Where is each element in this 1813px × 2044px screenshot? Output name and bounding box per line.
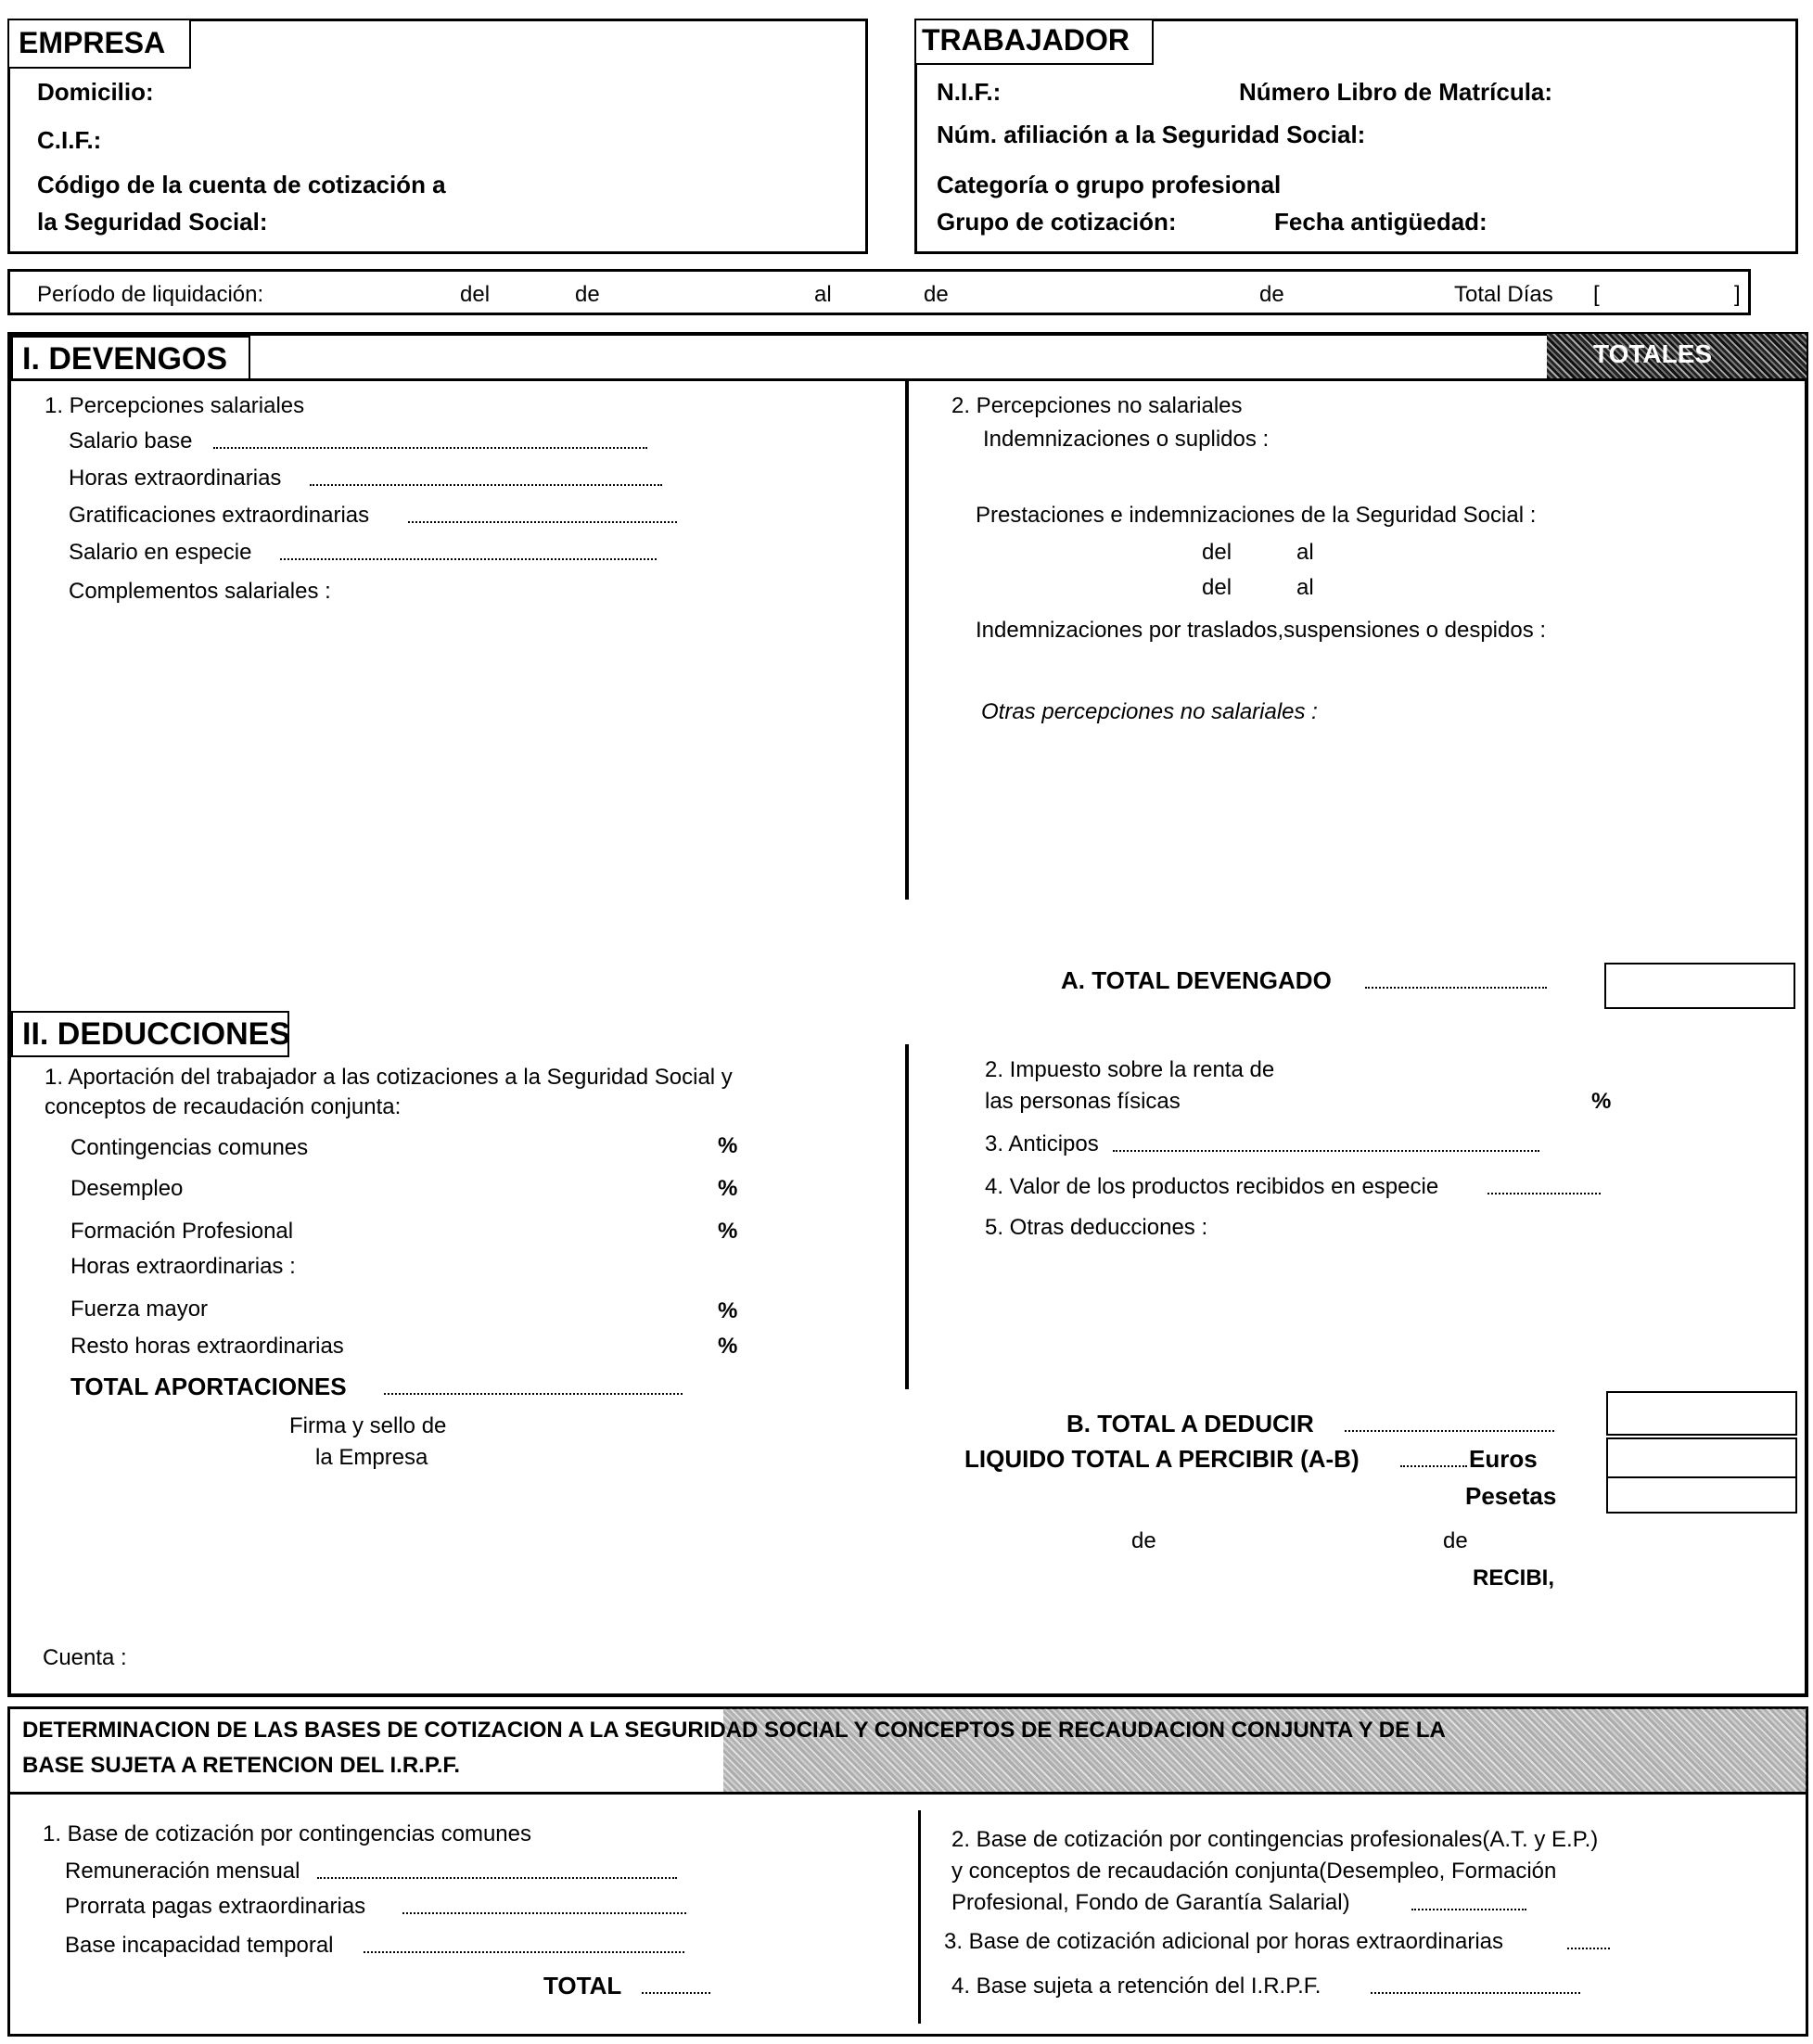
otras-percepciones-label: Otras percepciones no salariales : xyxy=(981,699,1318,724)
firma-sello-line-1: Firma y sello de xyxy=(289,1413,447,1438)
pesetas-label: Pesetas xyxy=(1465,1482,1557,1510)
desempleo-label: Desempleo xyxy=(70,1176,184,1201)
total-devengado-value-box[interactable] xyxy=(1604,963,1795,1009)
salario-especie-label: Salario en especie xyxy=(69,540,252,565)
gratificaciones-leader xyxy=(408,521,677,523)
recibi-label: RECIBI, xyxy=(1473,1565,1555,1590)
total-aportaciones-leader xyxy=(384,1393,683,1395)
euros-label: Euros xyxy=(1469,1445,1538,1473)
remuneracion-leader xyxy=(317,1877,677,1879)
codigo-cuenta-label-1: Código de la cuenta de cotización a xyxy=(37,171,446,198)
nif-label: N.I.F.: xyxy=(937,78,1002,106)
total-deducir-value-box[interactable] xyxy=(1606,1391,1797,1436)
aportacion-line-1: 1. Aportación del trabajador a las cotizaciones a la Seguridad Social y xyxy=(45,1065,733,1090)
irpf-line-2: las personas físicas xyxy=(985,1089,1181,1114)
percepciones-salariales-title: 1. Percepciones salariales xyxy=(45,393,305,418)
fuerza-mayor-pct: % xyxy=(718,1298,738,1323)
base-irpf-leader xyxy=(1371,1992,1580,1994)
devengos-column-divider xyxy=(905,380,909,900)
total-dias-bracket-open: [ xyxy=(1593,282,1600,307)
total-devengado-label: A. TOTAL DEVENGADO xyxy=(1061,966,1332,994)
irpf-line-1: 2. Impuesto sobre la renta de xyxy=(985,1057,1275,1082)
prestaciones-del-2: del xyxy=(1202,575,1232,600)
horas-extra-label: Horas extraordinarias xyxy=(69,466,282,491)
bases-total-leader xyxy=(642,1992,710,1994)
percepciones-no-salariales-title: 2. Percepciones no salariales xyxy=(951,393,1243,418)
anticipos-leader xyxy=(1113,1150,1539,1152)
prestaciones-del-1: del xyxy=(1202,540,1232,565)
liquido-euros-value-box[interactable] xyxy=(1606,1437,1797,1478)
prestaciones-label: Prestaciones e indemnizaciones de la Seguridad Social : xyxy=(976,503,1537,528)
periodo-al: al xyxy=(814,282,832,307)
total-dias-bracket-close: ] xyxy=(1734,282,1741,307)
valor-productos-leader xyxy=(1487,1193,1601,1194)
prorrata-label: Prorrata pagas extraordinarias xyxy=(65,1894,366,1919)
fuerza-mayor-label: Fuerza mayor xyxy=(70,1297,209,1322)
categoria-label: Categoría o grupo profesional xyxy=(937,171,1282,198)
grupo-cotizacion-label: Grupo de cotización: xyxy=(937,208,1177,236)
base-irpf-label: 4. Base sujeta a retención del I.R.P.F. xyxy=(951,1974,1321,1999)
firma-sello-line-2: la Empresa xyxy=(315,1445,428,1470)
devengos-title: I. DEVENGOS xyxy=(22,341,228,377)
desempleo-pct: % xyxy=(718,1176,738,1201)
totales-label: TOTALES xyxy=(1593,339,1713,368)
fecha-de-1: de xyxy=(1131,1528,1156,1553)
total-dias-label: Total Días xyxy=(1454,282,1553,307)
periodo-del: del xyxy=(460,282,491,307)
cif-label: C.I.F.: xyxy=(37,126,102,154)
afiliacion-label: Núm. afiliación a la Seguridad Social: xyxy=(937,121,1366,148)
domicilio-label: Domicilio: xyxy=(37,78,154,106)
salario-especie-leader xyxy=(280,558,657,560)
aportacion-line-2: conceptos de recaudación conjunta: xyxy=(45,1094,402,1119)
periodo-label: Período de liquidación: xyxy=(37,282,264,307)
horas-extra-leader xyxy=(310,484,662,486)
bases-column-divider xyxy=(918,1810,921,2024)
empresa-title: EMPRESA xyxy=(19,26,166,59)
cuenta-label: Cuenta : xyxy=(43,1645,127,1670)
salario-base-label: Salario base xyxy=(69,428,193,454)
prestaciones-al-2: al xyxy=(1296,575,1314,600)
remuneracion-mensual-label: Remuneración mensual xyxy=(65,1859,300,1884)
libro-matricula-label: Número Libro de Matrícula: xyxy=(1239,78,1553,106)
irpf-pct: % xyxy=(1591,1089,1612,1114)
base-profesionales-line-1: 2. Base de cotización por contingencias profesionales(A.T. y E.P.) xyxy=(951,1827,1599,1852)
base-horas-extra-label: 3. Base de cotización adicional por horas extraordinarias xyxy=(944,1929,1504,1954)
gratificaciones-label: Gratificaciones extraordinarias xyxy=(69,503,370,528)
indemnizaciones-suplidos-label: Indemnizaciones o suplidos : xyxy=(983,427,1270,452)
bases-header-rule xyxy=(7,1792,1808,1795)
anticipos-label: 3. Anticipos xyxy=(985,1131,1099,1156)
base-profesionales-line-2: y conceptos de recaudación conjunta(Desempleo, Formación xyxy=(951,1859,1557,1884)
periodo-de-2: de xyxy=(924,282,949,307)
base-incapacidad-leader xyxy=(364,1951,684,1953)
bases-title-line-2: BASE SUJETA A RETENCION DEL I.R.P.F. xyxy=(22,1753,461,1778)
total-devengado-leader xyxy=(1365,987,1547,989)
fecha-de-2: de xyxy=(1443,1528,1468,1553)
prorrata-leader xyxy=(402,1912,686,1914)
fecha-antiguedad-label: Fecha antigüedad: xyxy=(1274,208,1487,236)
total-deducir-label: B. TOTAL A DEDUCIR xyxy=(1066,1410,1314,1437)
base-profesionales-line-3: Profesional, Fondo de Garantía Salarial) xyxy=(951,1890,1350,1915)
periodo-de-1: de xyxy=(575,282,600,307)
traslados-label: Indemnizaciones por traslados,suspensiones o despidos : xyxy=(976,618,1547,643)
total-aportaciones-label: TOTAL APORTACIONES xyxy=(70,1373,347,1400)
bases-title-line-1: DETERMINACION DE LAS BASES DE COTIZACION A LA SEGURIDAD SOCIAL Y CONCEPTOS DE RECAUDACION CONJUNTA Y DE LA xyxy=(22,1718,1446,1743)
prestaciones-al-1: al xyxy=(1296,540,1314,565)
contingencias-label: Contingencias comunes xyxy=(70,1135,309,1160)
liquido-total-label: LIQUIDO TOTAL A PERCIBIR (A-B) xyxy=(964,1445,1360,1473)
base-incapacidad-label: Base incapacidad temporal xyxy=(65,1933,334,1958)
formacion-pct: % xyxy=(718,1219,738,1244)
base-horas-extra-leader xyxy=(1567,1948,1610,1949)
salario-base-leader xyxy=(213,447,647,449)
horas-extra-ded-label: Horas extraordinarias : xyxy=(70,1254,296,1279)
liquido-pesetas-value-box[interactable] xyxy=(1606,1476,1797,1514)
resto-horas-pct: % xyxy=(718,1334,738,1359)
deducciones-column-divider xyxy=(905,1044,909,1389)
codigo-cuenta-label-2: la Seguridad Social: xyxy=(37,208,268,236)
base-profesionales-leader xyxy=(1411,1909,1526,1910)
bases-total-label: TOTAL xyxy=(543,1972,622,1999)
trabajador-title: TRABAJADOR xyxy=(922,23,1130,57)
deducciones-title: II. DEDUCCIONES xyxy=(22,1016,291,1052)
complementos-label: Complementos salariales : xyxy=(69,579,331,604)
formacion-label: Formación Profesional xyxy=(70,1219,294,1244)
otras-deducciones-label: 5. Otras deducciones : xyxy=(985,1215,1208,1240)
total-deducir-leader xyxy=(1345,1430,1554,1432)
valor-productos-label: 4. Valor de los productos recibidos en especie xyxy=(985,1174,1439,1199)
base-contingencias-comunes-label: 1. Base de cotización por contingencias comunes xyxy=(43,1821,531,1846)
liquido-total-leader xyxy=(1400,1465,1467,1467)
contingencias-pct: % xyxy=(718,1133,738,1158)
periodo-de-3: de xyxy=(1259,282,1284,307)
resto-horas-label: Resto horas extraordinarias xyxy=(70,1334,344,1359)
